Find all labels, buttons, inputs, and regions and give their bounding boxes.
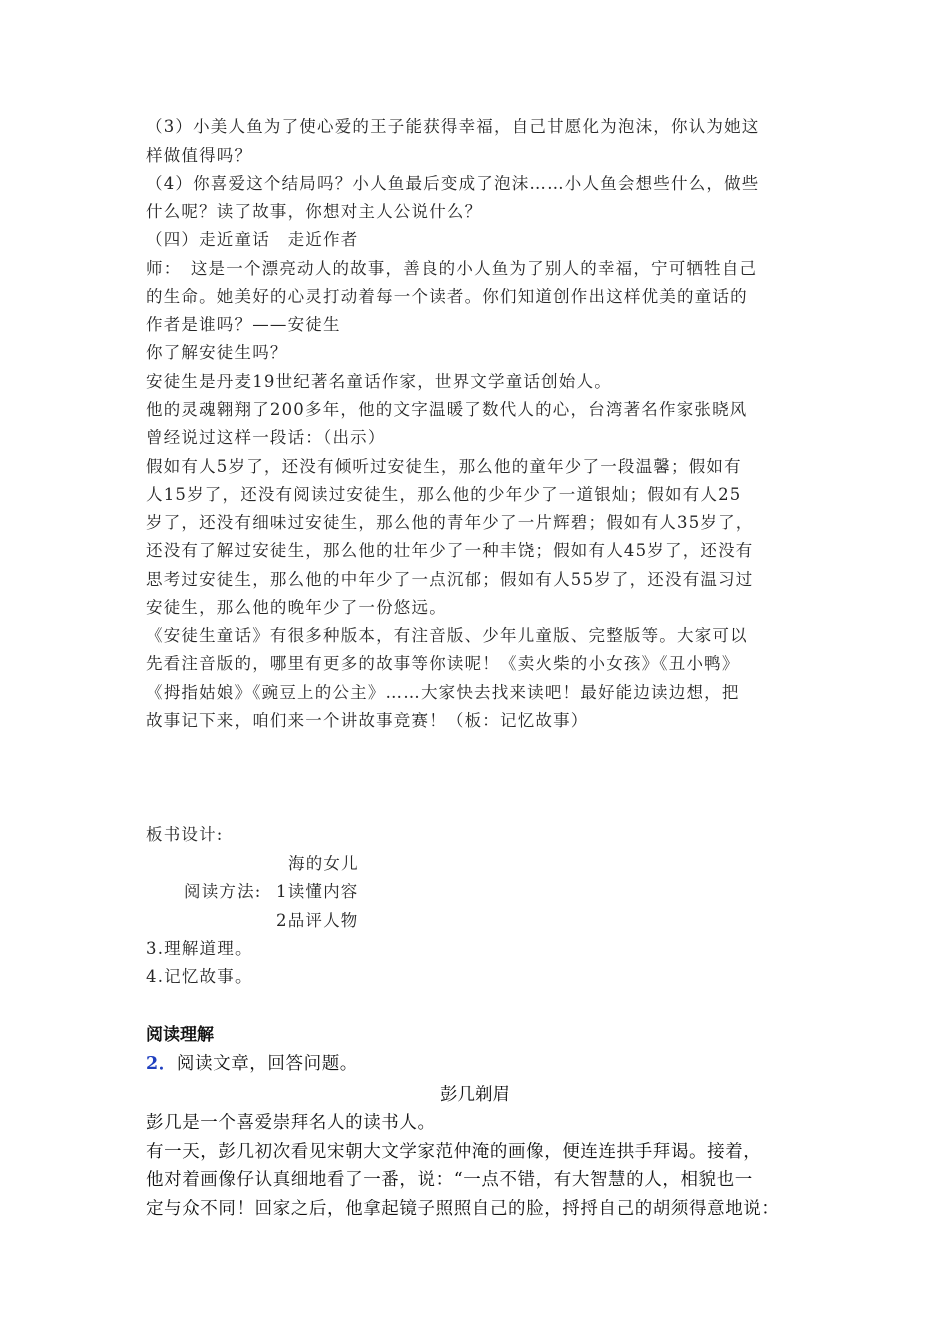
text-line: 他的灵魂翱翔了200多年，他的文字温暖了数代人的心，台湾著名作家张晓风 [146, 400, 748, 419]
text-line: 《安徒生童话》有很多种版本，有注音版、少年儿童版、完整版等。大家可以 [146, 626, 748, 645]
section-subheading: （四）走近童话 走近作者 [146, 230, 359, 249]
question-line [146, 1053, 358, 1075]
text-line: 什么呢？读了故事，你想对主人公说什么？ [146, 202, 483, 221]
text-line: 安徒生，那么他的晚年少了一份悠远。 [146, 598, 447, 617]
text-line: 故事记下来，咱们来一个讲故事竞赛！（板：记忆故事） [146, 711, 589, 730]
text-line: （3）小美人鱼为了使心爱的王子能获得幸福，自己甘愿化为泡沫，你认为她这 [146, 117, 760, 136]
article-line: 彭几是一个喜爱崇拜名人的读书人。 [146, 1113, 436, 1133]
board-item: 4.记忆故事。 [146, 967, 253, 986]
article-title: 彭几剃眉 [440, 1085, 510, 1105]
text-line: 师： 这是一个漂亮动人的故事，善良的小人鱼为了别人的幸福，宁可牺牲自己 [146, 259, 758, 278]
article-line: 定与众不同！回家之后，他拿起镜子照照自己的脸，捋捋自己的胡须得意地说： [146, 1199, 780, 1219]
text-line: 还没有了解过安徒生，那么他的壮年少了一种丰饶；假如有人45岁了，还没有 [146, 541, 754, 560]
text-line: 思考过安徒生，那么他的中年少了一点沉郁；假如有人55岁了，还没有温习过 [146, 570, 754, 589]
text-line: 先看注音版的，哪里有更多的故事等你读呢！《卖火柴的小女孩》《丑小鸭》 [146, 654, 740, 673]
board-title: 海的女儿 [288, 854, 359, 873]
board-item: 3.理解道理。 [146, 939, 253, 958]
text-line: 样做值得吗？ [146, 146, 253, 165]
board-label: 板书设计: [146, 825, 224, 844]
text-line: 假如有人5岁了，还没有倾听过安徒生，那么他的童年少了一段温馨；假如有 [146, 457, 742, 476]
board-item: 2品评人物 [276, 911, 359, 930]
question-text: 阅读文章，回答问题。 [176, 1054, 358, 1074]
article-line: 有一天，彭几初次看见宋朝大文学家范仲淹的画像，便连连拱手拜谒。接着， [146, 1142, 762, 1162]
text-line: 安徒生是丹麦19世纪著名童话作家，世界文学童话创始人。 [146, 372, 612, 391]
board-item: 1读懂内容 [276, 882, 359, 901]
text-line: 作者是谁吗？——安徒生 [146, 315, 341, 334]
text-line: 岁了，还没有细味过安徒生，那么他的青年少了一片辉碧；假如有人35岁了， [146, 513, 754, 532]
text-line: 的生命。她美好的心灵打动着每一个读者。你们知道创作出这样优美的童话的 [146, 287, 748, 306]
text-line: （4）你喜爱这个结局吗？小人鱼最后变成了泡沫……小人鱼会想些什么，做些 [146, 174, 760, 193]
article-line: 他对着画像仔认真细地看了一番，说：“一点不错，有大智慧的人，相貌也一 [146, 1170, 753, 1190]
text-line: 曾经说过这样一段话：（出示） [146, 428, 386, 447]
reading-heading: 阅读理解 [146, 1025, 214, 1045]
board-method-label: 阅读方法: [184, 882, 262, 901]
text-line: 人15岁了，还没有阅读过安徒生，那么他的少年少了一道银灿；假如有人25 [146, 485, 742, 504]
text-line: 《拇指姑娘》《豌豆上的公主》……大家快去找来读吧！最好能边读边想，把 [146, 683, 740, 702]
question-number: 2． [146, 1054, 177, 1074]
text-line: 你了解安徒生吗？ [146, 343, 288, 362]
